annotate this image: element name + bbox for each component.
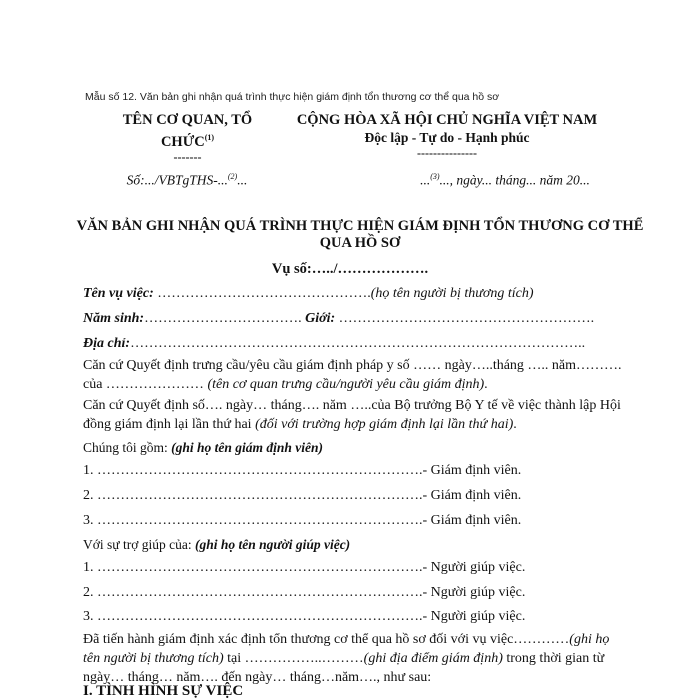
- legal-basis-1-end: .: [484, 377, 488, 392]
- assistants-hint: (ghi họ tên người giúp việc): [194, 537, 351, 552]
- document-number-suffix: ...: [237, 172, 248, 188]
- place-date: [380, 172, 630, 189]
- form-caption: Mẫu số 12. Văn bản ghi nhận quá trình thực hiện giám định tổn thương cơ thể qua hồ sơ: [85, 91, 500, 103]
- document-number: [82, 172, 292, 189]
- assistants-intro-text: Với sự trợ giúp của:: [83, 537, 195, 552]
- examination-hint-2: (ghi địa điểm giám định): [363, 651, 503, 666]
- assistant-line: 2. …………………………………………………………….- Người giúp việc.: [83, 585, 526, 600]
- case-number: Vụ số:…../……………….: [271, 261, 429, 277]
- legal-basis-paragraph-2: [83, 396, 628, 434]
- examination-text-1: Đã tiến hành giám định xác định tổn thương cơ thể qua hồ sơ đối với vụ việc…………: [83, 632, 570, 647]
- gender-field: ……………………………………………….: [335, 311, 595, 326]
- members-intro: [83, 438, 628, 457]
- assistant-line: 3. …………………………………………………………….- Người giúp việc.: [83, 609, 526, 624]
- organization-header: [100, 111, 275, 163]
- organization-divider: -------: [173, 149, 202, 164]
- document-number-prefix: Số:.../VBTgTHS-...: [126, 172, 228, 188]
- place-date-suffix: ..., ngày... tháng... năm 20...: [439, 172, 590, 188]
- place-date-prefix: ...: [420, 172, 431, 188]
- document-number-note: (2): [227, 172, 238, 181]
- member-line: 1. …………………………………………………………….- Giám định viên.: [83, 463, 522, 478]
- member-line: 3. …………………………………………………………….- Giám định viên.: [83, 513, 522, 528]
- birth-year-field: …………………………….: [144, 311, 306, 326]
- organization-note: (1): [204, 133, 215, 142]
- assistant-line: 1. …………………………………………………………….- Người giúp việc.: [83, 560, 526, 575]
- examination-hint-1: (ghi họ tên người bị thương tích): [83, 632, 610, 666]
- case-name-line: [83, 284, 628, 303]
- document-title: VĂN BẢN GHI NHẬN QUÁ TRÌNH THỰC HIỆN GIÁM ĐỊNH TỔN THƯƠNG CƠ THỂ QUA HỒ SƠ: [76, 218, 644, 251]
- birth-gender-line: [83, 309, 628, 328]
- national-motto: Độc lập - Tự do - Hạnh phúc: [364, 130, 530, 145]
- case-name-field: ……………………………………….: [153, 286, 371, 301]
- legal-basis-paragraph-1: [83, 356, 628, 394]
- members-intro-text: Chúng tôi gồm:: [83, 440, 172, 455]
- legal-basis-2-end: .: [513, 417, 517, 432]
- motto-divider: ---------------: [417, 146, 477, 160]
- case-name-label: Tên vụ việc:: [83, 286, 154, 301]
- legal-basis-2-hint: (đối với trường hợp giám định lại lần thứ hai): [255, 417, 514, 432]
- gender-label: Giới:: [305, 311, 336, 326]
- address-field: ……………………………………………………………………………………..: [130, 336, 586, 351]
- national-header: [282, 111, 612, 159]
- members-hint: (ghi họ tên giám định viên): [171, 440, 324, 455]
- address-line: [83, 334, 628, 353]
- republic-title: CỘNG HÒA XÃ HỘI CHỦ NGHĨA VIỆT NAM: [296, 112, 598, 128]
- examination-paragraph: [83, 630, 628, 687]
- case-name-hint: (họ tên người bị thương tích): [370, 286, 534, 301]
- examination-text-3: trong thời gian từ ngày… tháng… năm…. đến ngày… tháng…năm…., như sau:: [83, 651, 605, 685]
- legal-basis-1-text: Căn cứ Quyết định trưng cầu/yêu cầu giám định pháp y số …… ngày…..tháng ….. năm………. của …………………: [83, 358, 622, 392]
- assistants-intro: [83, 535, 628, 554]
- organization-name: TÊN CƠ QUAN, TỔ CHỨC: [122, 112, 253, 150]
- legal-basis-2-text: Căn cứ Quyết định số…. ngày… tháng…. năm …..của Bộ trưởng Bộ Y tế về việc thành lập Hội đồng giám định lại lần thứ hai: [83, 398, 621, 432]
- address-label: Địa chỉ:: [83, 336, 131, 351]
- place-date-note: (3): [430, 172, 440, 181]
- legal-basis-1-hint: (tên cơ quan trưng cầu/người yêu cầu giám định): [207, 377, 485, 392]
- birth-year-label: Năm sinh:: [83, 311, 145, 326]
- member-line: 2. …………………………………………………………….- Giám định viên.: [83, 488, 522, 503]
- examination-text-2: tại ……………..………: [223, 651, 364, 666]
- section-heading: I. TÌNH HÌNH SỰ VIỆC: [83, 683, 244, 699]
